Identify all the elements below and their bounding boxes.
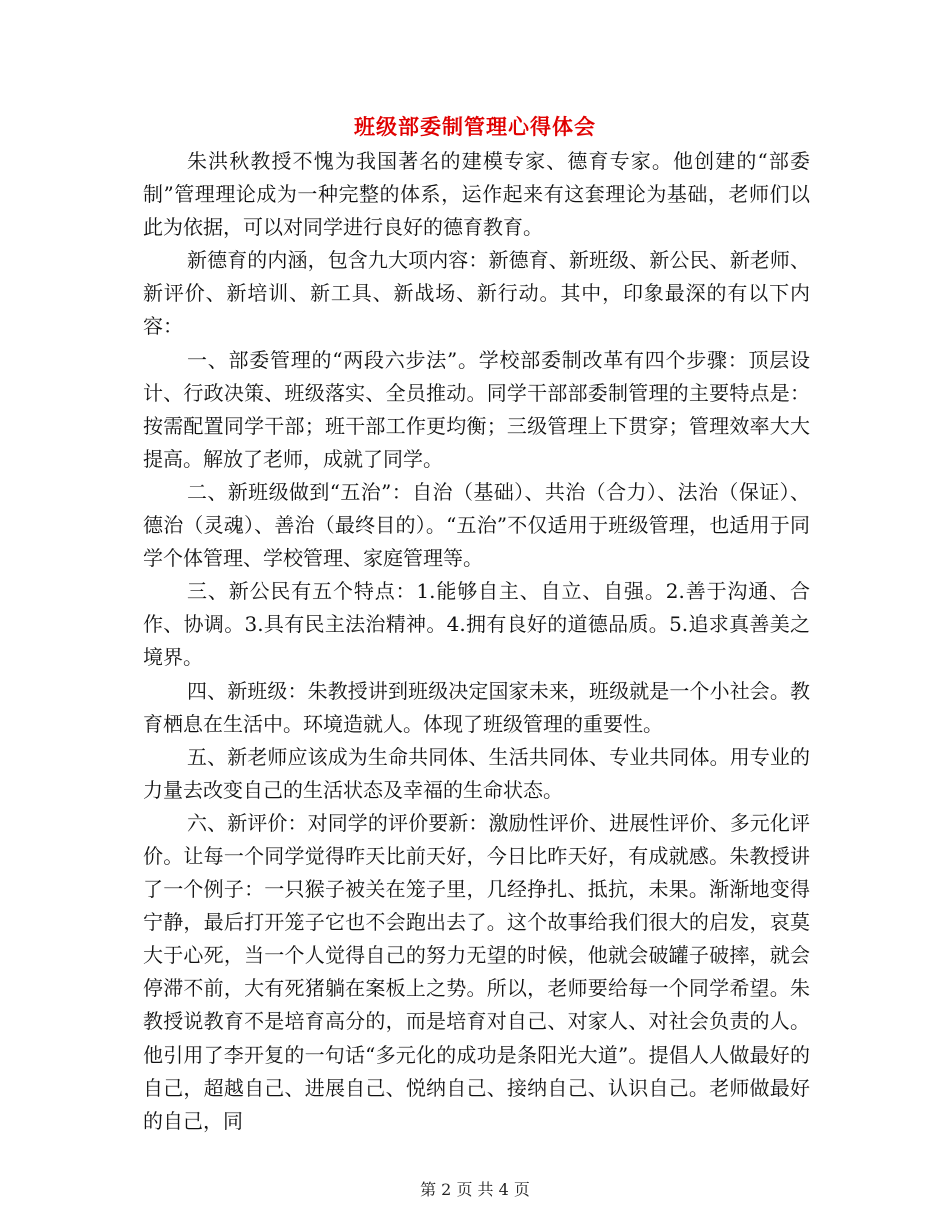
paragraph-section-3: 三、新公民有五个特点：1.能够自主、自立、自强。2.善于沟通、合作、协调。3.具有民主法治精神。4.拥有良好的道德品质。5.追求真善美之境界。 bbox=[143, 579, 810, 670]
paragraph-new-moral-education: 新德育的内涵，包含九大项内容：新德育、新班级、新公民、新老师、新评价、新培训、新工具、新战场、新行动。其中，印象最深的有以下内容： bbox=[143, 248, 810, 339]
paragraph-section-5: 五、新老师应该成为生命共同体、生活共同体、专业共同体。用专业的力量去改变自己的生活状态及幸福的生命状态。 bbox=[143, 744, 810, 802]
document-title: 班级部委制管理心得体会 bbox=[354, 114, 596, 139]
paragraph-section-2: 二、新班级做到“五治”：自治（基础）、共治（合力）、法治（保证）、德治（灵魂）、善治（最终目的）。“五治”不仅适用于班级管理，也适用于同学个体管理、学校管理、家庭管理等。 bbox=[143, 479, 810, 571]
document-body bbox=[143, 145, 810, 1138]
paragraph-section-4: 四、新班级：朱教授讲到班级决定国家未来，班级就是一个小社会。教育栖息在生活中。环境造就人。体现了班级管理的重要性。 bbox=[143, 678, 810, 736]
paragraph-intro: 朱洪秋教授不愧为我国著名的建模专家、德育专家。他创建的“部委制”管理理论成为一种完整的体系，运作起来有这套理论为基础，老师们以此为依据，可以对同学进行良好的德育教育。 bbox=[143, 149, 810, 240]
paragraph-section-6: 六、新评价：对同学的评价要新：激励性评价、进展性评价、多元化评价。让每一个同学觉得昨天比前天好，今日比昨天好，有成就感。朱教授讲了一个例子：一只猴子被关在笼子里，几经挣扎、抵抗，未果。渐渐地变得宁静，最后打开笼子它也不会跑出去了。这个故事给我们很大的启发，哀莫大于心死，当一个人觉得自己的努力无望的时候，他就会破罐子破摔，就会停滞不前，大有死猪躺在案板上之势。所以，老师要给每一个同学希望。朱教授说教育不是培育高分的，而是培育对自己、对家人、对社会负责的人。他引用了李开复的一句话“多元化的成功是条阳光大道”。提倡人人做最好的自己，超越自己、进展自己、悦纳自己、接纳自己、认识自己。老师做最好的自己，同 bbox=[143, 810, 810, 1133]
paragraph-section-1: 一、部委管理的“两段六步法”。学校部委制改革有四个步骤：顶层设计、行政决策、班级落实、全员推动。同学干部部委制管理的主要特点是：按需配置同学干部；班干部工作更均衡；三级管理上下贯穿；管理效率大大提高。解放了老师，成就了同学。 bbox=[143, 347, 810, 471]
page-footer: 第 2 页 共 4 页 bbox=[420, 1180, 530, 1199]
